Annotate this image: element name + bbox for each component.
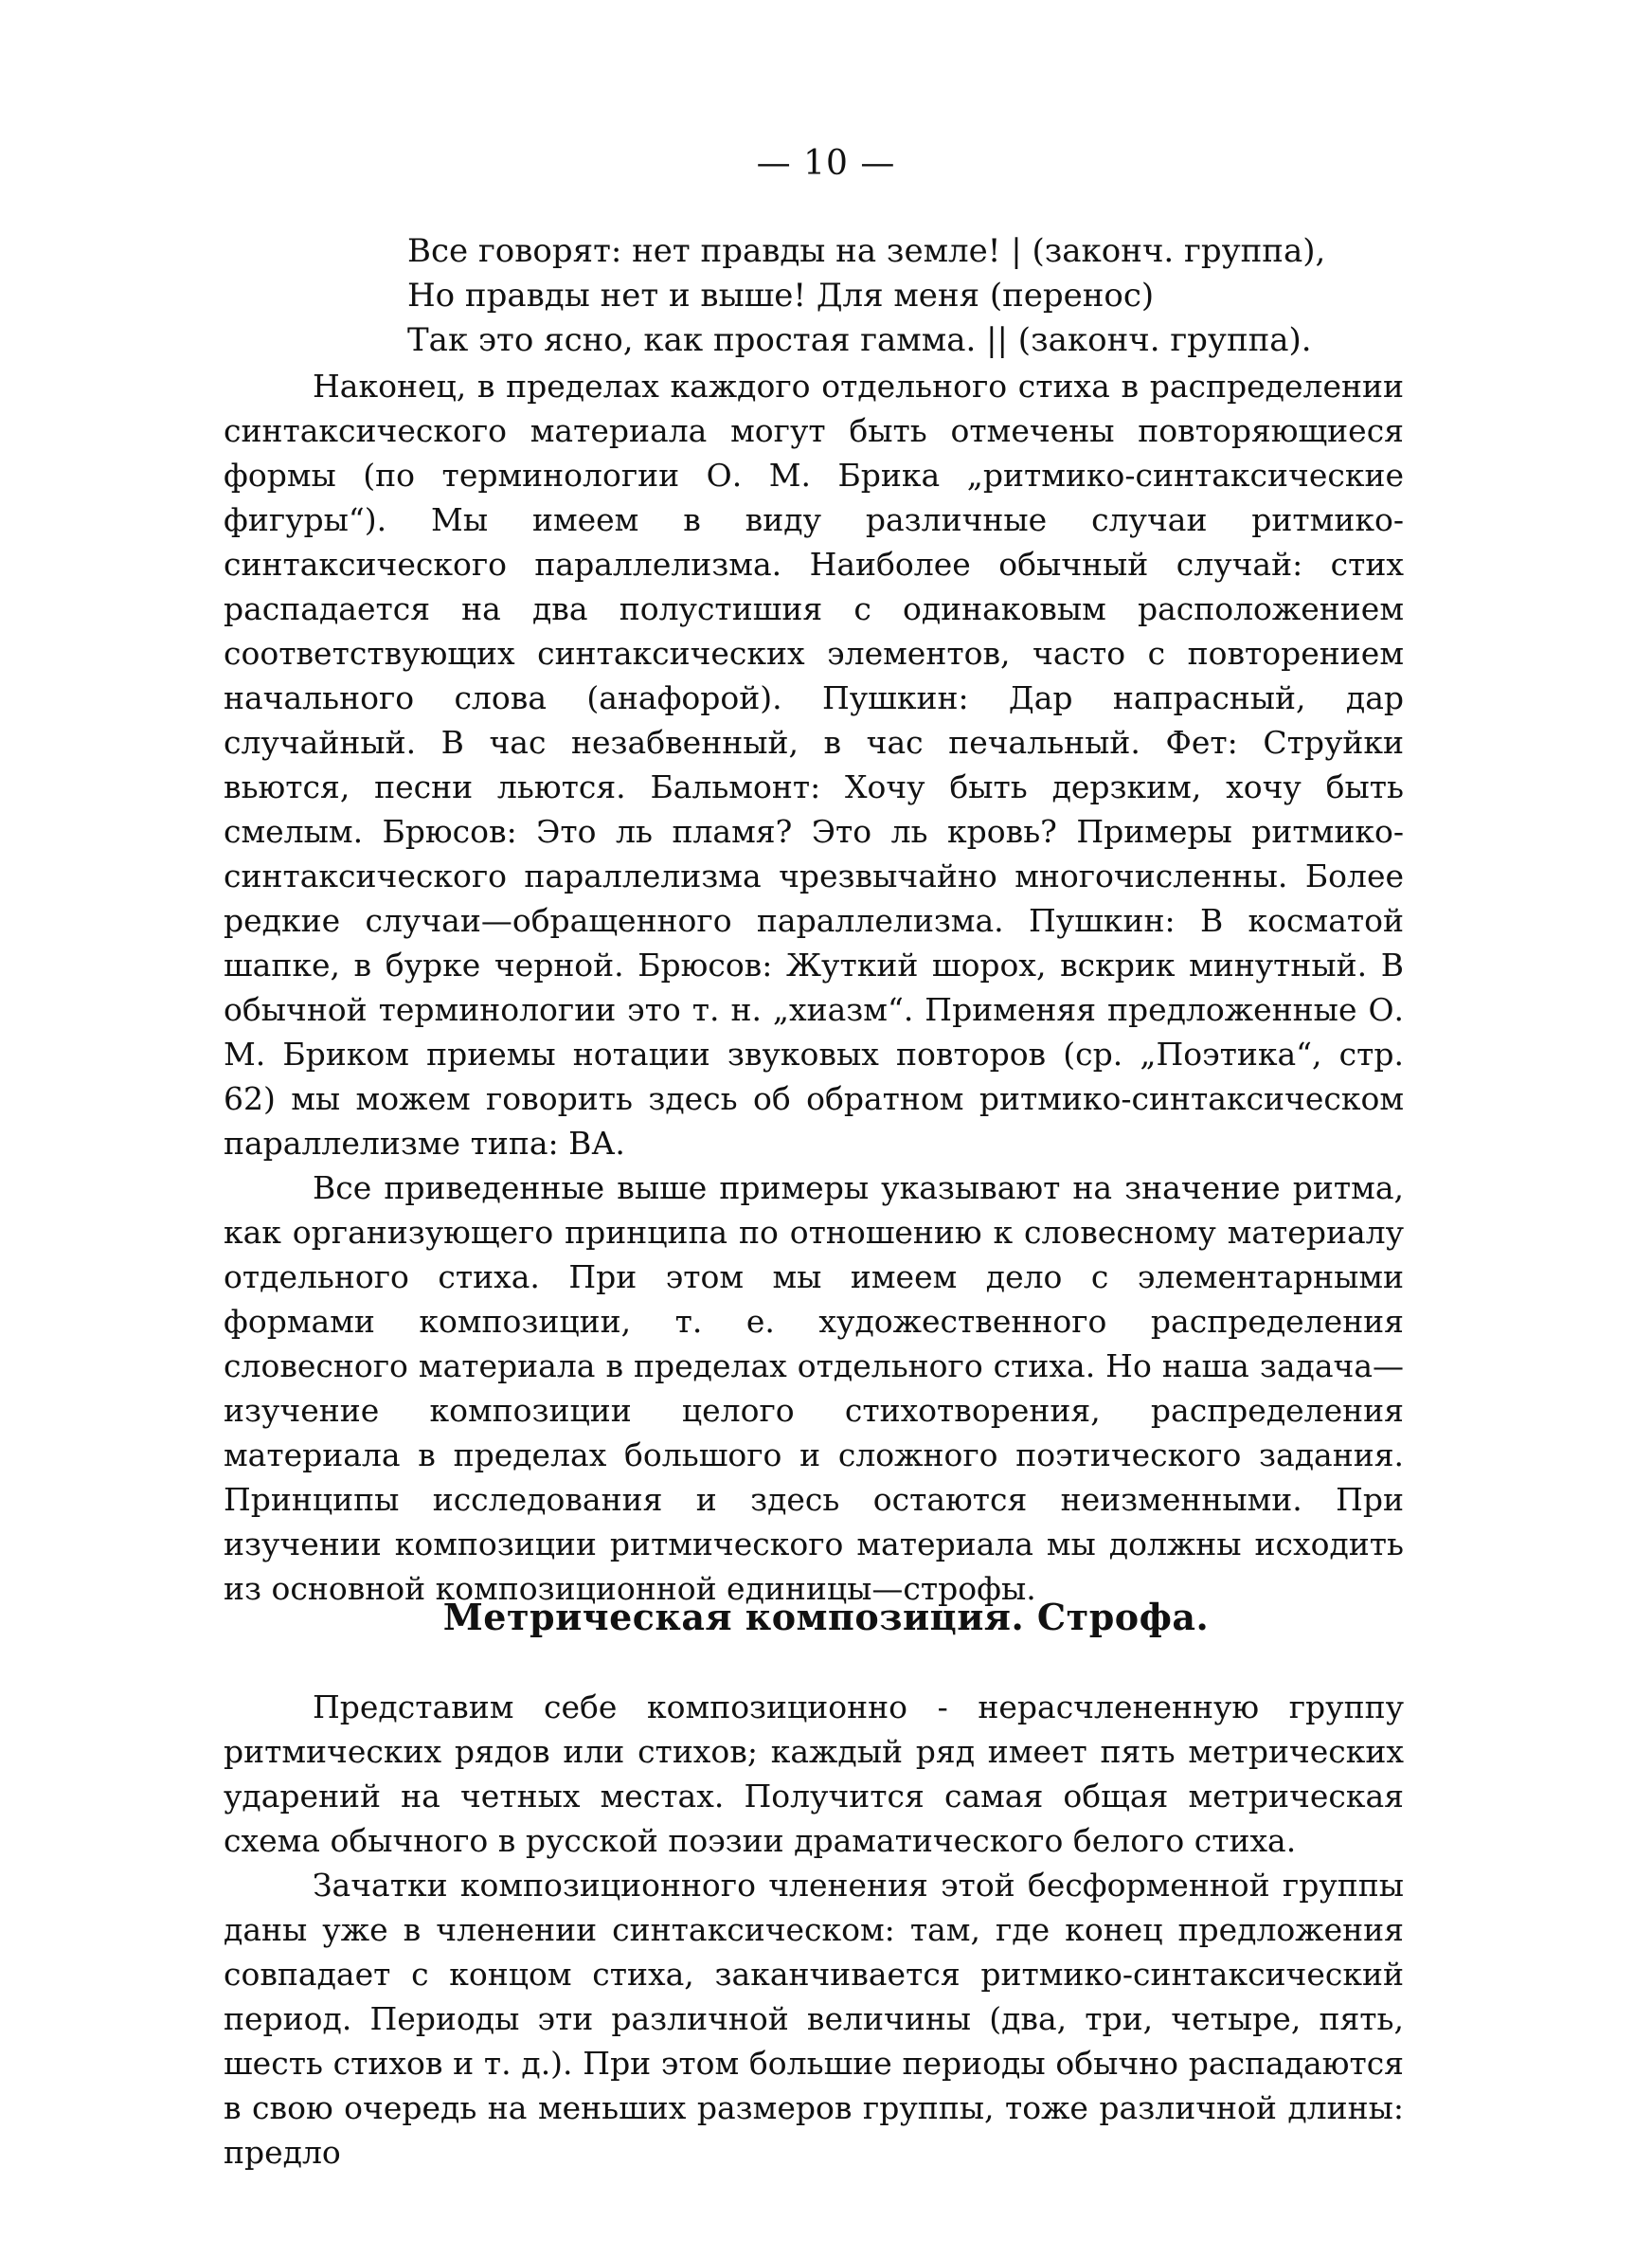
verse-line: Так это ясно, как простая гамма. || (законч. группа).: [407, 321, 1312, 359]
paragraph: Представим себе композиционно - нерасчлененную группу ритмических рядов или стихов; каждый ряд имеет пять метрических ударений на четных местах. Получится самая общая метрическая схема обычного в русской поэзии драматического белого стиха.: [224, 1688, 1404, 1859]
text-block-top: [224, 364, 1404, 1611]
verse-line: Все говорят: нет правды на земле! | (законч. группа),: [407, 232, 1326, 270]
paragraph: Зачатки композиционного членения этой бесформенной группы даны уже в членении синтаксическом: там, где конец предложения совпадает с концом стиха, заканчивается ритмико-синтаксический период. Периоды эти различной величины (два, три, четыре, пять, шесть стихов и т. д.). При этом большие периоды обычно распадаются в свою очередь на меньших размеров группы, тоже различной длины: предло: [224, 1867, 1404, 2171]
paragraph: Все приведенные выше примеры указывают на значение ритма, как организующего принципа по отношению к словесному материалу отдельного стиха. При этом мы имеем дело с элементарными формами композиции, т. е. художественного распределения словесного материала в пределах отдельного стиха. Но наша задача—изучение композиции целого стихотворения, распределения материала в пределах большого и сложного поэтического задания. Принципы исследования и здесь остаются неизменными. При изучении композиции ритмического материала мы должны исходить из основной композиционной единицы—строфы.: [224, 1169, 1404, 1607]
section-heading: Метрическая композиция. Строфа.: [442, 1596, 1210, 1638]
verse-line: Но правды нет и выше! Для меня (перенос): [407, 277, 1155, 315]
text-block-bottom: [224, 1685, 1404, 2175]
verse-quote: [407, 229, 1459, 363]
page-number: — 10 —: [756, 144, 896, 183]
paragraph: Наконец, в пределах каждого отдельного стиха в распределении синтаксического материала могут быть отмечены повторяющиеся формы (по терминологии О. М. Брика „ритмико-синтаксические фигуры“). Мы имеем в виду различные случаи ритмико-синтаксического параллелизма. Наиболее обычный случай: стих распадается на два полустишия с одинаковым расположением соответствующих синтаксических элементов, часто с повторением начального слова (анафорой). Пушкин: Дар напрасный, дар случайный. В час незабвенный, в час печальный. Фет: Струйки вьются, песни льются. Бальмонт: Хочу быть дерзким, хочу быть смелым. Брюсов: Это ль пламя? Это ль кровь? Примеры ритмико-синтаксического параллелизма чрезвычайно многочисленны. Более редкие случаи—обращенного параллелизма. Пушкин: В косматой шапке, в бурке черной. Брюсов: Жуткий шорох, вскрик минутный. В обычной терминологии это т. н. „хиазм“. Применяя предложенные О. М. Бриком приемы нотации звуковых повторов (ср. „Поэтика“, стр. 62) мы можем говорить здесь об обратном ритмико-синтаксическом параллелизме типа: ВА.: [224, 368, 1404, 1162]
